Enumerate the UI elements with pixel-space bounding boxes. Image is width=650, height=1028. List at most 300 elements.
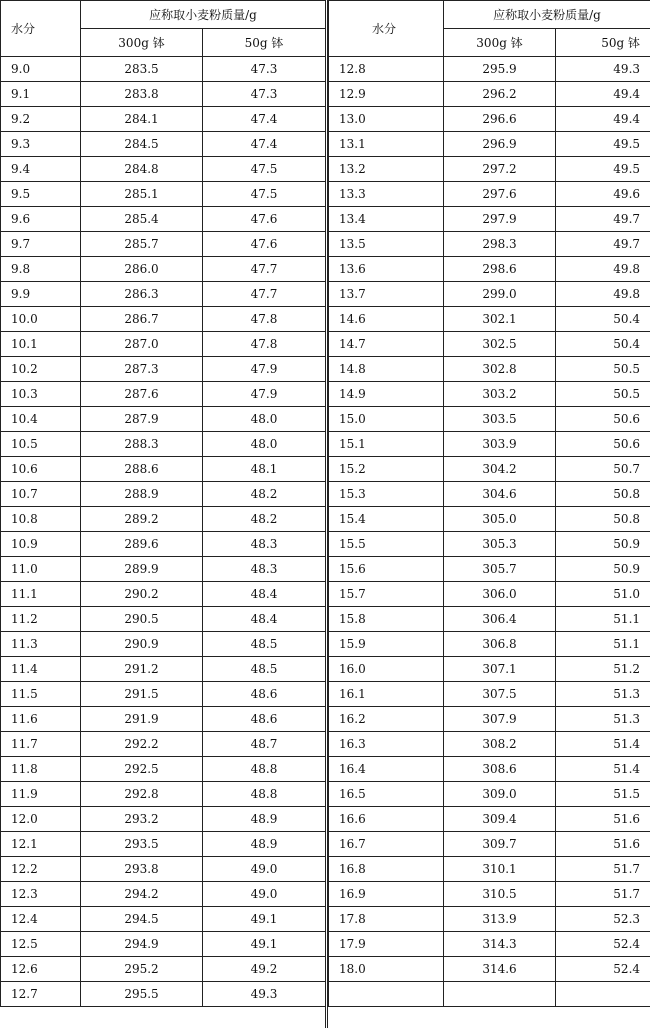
mass-300g-cell: 302.5 [444,332,556,357]
mass-50g-cell: 47.4 [203,132,326,157]
moisture-cell: 15.7 [329,582,444,607]
mass-50g-cell: 47.8 [203,332,326,357]
mass-300g-cell: 296.2 [444,82,556,107]
table-row [329,157,650,182]
table-row [329,907,650,932]
mass-50g-cell: 50.5 [556,357,650,382]
mass-300g-cell: 297.6 [444,182,556,207]
table-row [1,832,326,857]
moisture-cell: 15.6 [329,557,444,582]
moisture-cell: 11.8 [1,757,81,782]
mass-50g-cell: 49.1 [203,932,326,957]
table-row [329,307,650,332]
table-row [329,207,650,232]
moisture-cell: 9.2 [1,107,81,132]
mass-50g-cell: 49.4 [556,107,650,132]
table-row [1,257,326,282]
table-row [329,857,650,882]
table-row [329,332,650,357]
table-row [1,407,326,432]
moisture-cell: 11.0 [1,557,81,582]
mass-50g-cell: 49.3 [556,57,650,82]
moisture-cell: 18.0 [329,957,444,982]
table-row [329,782,650,807]
mass-50g-cell: 47.9 [203,357,326,382]
table-row [1,807,326,832]
mass-50g-cell: 47.3 [203,82,326,107]
table-row [329,507,650,532]
mass-300g-cell: 290.5 [81,607,203,632]
mass-300g-cell: 288.9 [81,482,203,507]
moisture-cell: 10.7 [1,482,81,507]
table-right-half [328,0,650,1007]
mass-50g-cell: 50.5 [556,382,650,407]
mass-50g-cell: 48.3 [203,532,326,557]
mass-300g-cell: 285.4 [81,207,203,232]
table-row [1,82,326,107]
table-row [329,607,650,632]
mass-300g-cell: 295.5 [81,982,203,1007]
moisture-cell: 16.4 [329,757,444,782]
table-row [329,882,650,907]
moisture-cell: 10.8 [1,507,81,532]
moisture-cell: 9.0 [1,57,81,82]
mass-300g-cell: 285.7 [81,232,203,257]
mass-300g-cell: 303.2 [444,382,556,407]
mass-300g-cell: 309.4 [444,807,556,832]
mass-300g-cell: 292.2 [81,732,203,757]
table-row [1,232,326,257]
mass-300g-cell: 294.2 [81,882,203,907]
mass-300g-cell: 291.2 [81,657,203,682]
table-row [1,882,326,907]
mass-50g-cell: 48.4 [203,582,326,607]
table-row [329,82,650,107]
table-row [1,707,326,732]
moisture-cell: 10.9 [1,532,81,557]
mass-50g-cell: 49.5 [556,157,650,182]
mass-300g-cell: 299.0 [444,282,556,307]
moisture-cell: 9.6 [1,207,81,232]
table-row [329,532,650,557]
mass-300g-cell: 305.3 [444,532,556,557]
table-body-left [1,57,326,1007]
mass-50g-cell: 50.6 [556,432,650,457]
mass-300g-cell: 287.9 [81,407,203,432]
table-row [1,657,326,682]
moisture-cell: 12.8 [329,57,444,82]
mass-50g-cell: 49.6 [556,182,650,207]
mass-50g-cell: 48.7 [203,732,326,757]
mass-50g-cell: 48.2 [203,482,326,507]
mass-300g-cell: 307.1 [444,657,556,682]
table-row [1,482,326,507]
table-row [329,482,650,507]
moisture-cell: 12.2 [1,857,81,882]
mass-300g-cell: 295.2 [81,957,203,982]
moisture-cell: 10.6 [1,457,81,482]
table-row [329,957,650,982]
moisture-cell: 12.4 [1,907,81,932]
header-50g: 50g 钵 [556,29,650,57]
table-row [329,257,650,282]
table-row [1,357,326,382]
moisture-cell: 12.1 [1,832,81,857]
moisture-cell: 11.2 [1,607,81,632]
mass-50g-cell: 51.7 [556,882,650,907]
mass-300g-cell: 294.9 [81,932,203,957]
moisture-cell: 15.4 [329,507,444,532]
mass-300g-cell: 293.8 [81,857,203,882]
mass-50g-cell: 48.0 [203,432,326,457]
mass-300g-cell: 293.2 [81,807,203,832]
mass-300g-cell: 302.8 [444,357,556,382]
moisture-cell: 16.1 [329,682,444,707]
table-row [1,332,326,357]
moisture-cell: 11.9 [1,782,81,807]
mass-50g-cell: 50.8 [556,482,650,507]
moisture-cell: 11.3 [1,632,81,657]
table-row [329,107,650,132]
table-left-half [0,0,326,1007]
table-row [1,857,326,882]
mass-300g-cell: 292.8 [81,782,203,807]
mass-300g-cell: 290.9 [81,632,203,657]
table-row [329,382,650,407]
mass-50g-cell: 48.8 [203,782,326,807]
mass-50g-cell: 48.9 [203,832,326,857]
table-row [1,607,326,632]
moisture-cell: 9.7 [1,232,81,257]
table-row [329,832,650,857]
mass-300g-cell: 284.8 [81,157,203,182]
moisture-cell: 12.7 [1,982,81,1007]
mass-50g-cell: 47.5 [203,182,326,207]
mass-50g-cell: 47.7 [203,257,326,282]
mass-300g-cell: 310.5 [444,882,556,907]
mass-300g-cell: 314.3 [444,932,556,957]
moisture-cell: 16.5 [329,782,444,807]
table-row [1,757,326,782]
mass-300g-cell: 305.0 [444,507,556,532]
moisture-cell: 16.7 [329,832,444,857]
mass-300g-cell: 286.0 [81,257,203,282]
mass-50g-cell: 49.3 [203,982,326,1007]
mass-50g-cell: 49.0 [203,857,326,882]
mass-50g-cell: 48.6 [203,682,326,707]
table-row [1,782,326,807]
mass-300g-cell: 289.6 [81,532,203,557]
table-row [329,232,650,257]
mass-300g-cell: 289.9 [81,557,203,582]
mass-300g-cell: 303.5 [444,407,556,432]
table-row [329,657,650,682]
mass-50g-cell: 48.0 [203,407,326,432]
mass-300g-cell: 313.9 [444,907,556,932]
moisture-cell: 15.0 [329,407,444,432]
mass-50g-cell: 47.5 [203,157,326,182]
mass-50g-cell: 51.4 [556,732,650,757]
mass-300g-cell: 304.2 [444,457,556,482]
table-row [329,282,650,307]
mass-50g-cell: 48.5 [203,632,326,657]
mass-50g-cell: 50.8 [556,507,650,532]
moisture-cell: 16.3 [329,732,444,757]
table-row [1,732,326,757]
header-300g: 300g 钵 [81,29,203,57]
mass-50g-cell: 51.6 [556,807,650,832]
header-300g: 300g 钵 [444,29,556,57]
mass-300g-cell: 287.0 [81,332,203,357]
table-row [329,632,650,657]
table-row [1,132,326,157]
table-row [1,382,326,407]
mass-300g-cell [444,982,556,1007]
table-row [329,432,650,457]
moisture-cell: 15.5 [329,532,444,557]
moisture-cell: 10.0 [1,307,81,332]
mass-50g-cell: 48.1 [203,457,326,482]
header-moisture: 水分 [329,1,444,57]
table-body-right [329,57,650,1007]
mass-300g-cell: 283.8 [81,82,203,107]
mass-300g-cell: 308.6 [444,757,556,782]
mass-300g-cell: 294.5 [81,907,203,932]
moisture-cell: 11.5 [1,682,81,707]
moisture-cell [329,982,444,1007]
moisture-cell: 12.5 [1,932,81,957]
moisture-cell: 16.0 [329,657,444,682]
mass-50g-cell: 51.7 [556,857,650,882]
table-row [329,132,650,157]
mass-50g-cell: 47.7 [203,282,326,307]
table-row [1,557,326,582]
mass-50g-cell: 48.4 [203,607,326,632]
moisture-cell: 15.2 [329,457,444,482]
moisture-cell: 12.3 [1,882,81,907]
mass-300g-cell: 305.7 [444,557,556,582]
table-row [1,457,326,482]
mass-300g-cell: 310.1 [444,857,556,882]
mass-50g-cell: 50.4 [556,307,650,332]
mass-300g-cell: 298.3 [444,232,556,257]
table-row [1,957,326,982]
moisture-cell: 13.1 [329,132,444,157]
moisture-cell: 14.7 [329,332,444,357]
table-row [1,907,326,932]
table-row [1,207,326,232]
mass-300g-cell: 291.5 [81,682,203,707]
table-row [329,357,650,382]
mass-300g-cell: 298.6 [444,257,556,282]
mass-50g-cell: 47.6 [203,232,326,257]
mass-50g-cell: 47.8 [203,307,326,332]
moisture-cell: 9.9 [1,282,81,307]
mass-50g-cell: 49.2 [203,957,326,982]
moisture-cell: 9.8 [1,257,81,282]
mass-50g-cell: 47.9 [203,382,326,407]
mass-300g-cell: 287.6 [81,382,203,407]
header-group: 应称取小麦粉质量/g [81,1,326,29]
mass-300g-cell: 286.7 [81,307,203,332]
header-moisture: 水分 [1,1,81,57]
moisture-cell: 14.9 [329,382,444,407]
mass-300g-cell: 291.9 [81,707,203,732]
header-group: 应称取小麦粉质量/g [444,1,650,29]
mass-50g-cell: 50.7 [556,457,650,482]
mass-300g-cell: 296.6 [444,107,556,132]
mass-300g-cell: 296.9 [444,132,556,157]
mass-300g-cell: 288.6 [81,457,203,482]
moisture-cell: 14.6 [329,307,444,332]
moisture-cell: 13.7 [329,282,444,307]
mass-50g-cell: 51.1 [556,607,650,632]
mass-300g-cell: 314.6 [444,957,556,982]
mass-300g-cell: 304.6 [444,482,556,507]
mass-300g-cell: 302.1 [444,307,556,332]
mass-50g-cell: 48.3 [203,557,326,582]
table-row [329,182,650,207]
mass-50g-cell: 51.0 [556,582,650,607]
moisture-cell: 11.4 [1,657,81,682]
mass-50g-cell: 50.4 [556,332,650,357]
mass-50g-cell: 49.4 [556,82,650,107]
moisture-cell: 16.6 [329,807,444,832]
moisture-cell: 13.0 [329,107,444,132]
mass-50g-cell: 49.7 [556,232,650,257]
table-row [1,182,326,207]
moisture-cell: 10.1 [1,332,81,357]
mass-300g-cell: 290.2 [81,582,203,607]
mass-300g-cell: 309.7 [444,832,556,857]
mass-50g-cell: 51.3 [556,682,650,707]
table-row [329,807,650,832]
moisture-cell: 16.8 [329,857,444,882]
mass-300g-cell: 297.2 [444,157,556,182]
mass-50g-cell: 48.6 [203,707,326,732]
moisture-cell: 13.5 [329,232,444,257]
header-50g: 50g 钵 [203,29,326,57]
moisture-cell: 17.9 [329,932,444,957]
table-row [329,57,650,82]
moisture-cell: 9.4 [1,157,81,182]
moisture-cell: 17.8 [329,907,444,932]
mass-50g-cell: 51.5 [556,782,650,807]
moisture-cell: 15.9 [329,632,444,657]
table-row [1,507,326,532]
mass-50g-cell: 51.2 [556,657,650,682]
table-row [1,932,326,957]
moisture-cell: 13.4 [329,207,444,232]
moisture-cell: 15.8 [329,607,444,632]
mass-50g-cell: 51.1 [556,632,650,657]
moisture-cell: 9.3 [1,132,81,157]
mass-50g-cell: 48.8 [203,757,326,782]
table-row [1,107,326,132]
moisture-cell: 10.5 [1,432,81,457]
mass-300g-cell: 303.9 [444,432,556,457]
moisture-cell: 11.6 [1,707,81,732]
mass-50g-cell: 47.3 [203,57,326,82]
mass-300g-cell: 284.5 [81,132,203,157]
mass-50g-cell: 52.4 [556,932,650,957]
table-row [329,982,650,1007]
table-row [329,457,650,482]
mass-300g-cell: 288.3 [81,432,203,457]
moisture-cell: 12.6 [1,957,81,982]
mass-300g-cell: 309.0 [444,782,556,807]
table-row [1,632,326,657]
mass-50g-cell: 49.8 [556,257,650,282]
mass-300g-cell: 283.5 [81,57,203,82]
mass-300g-cell: 297.9 [444,207,556,232]
mass-50g-cell: 48.9 [203,807,326,832]
moisture-cell: 13.6 [329,257,444,282]
mass-300g-cell: 287.3 [81,357,203,382]
table-row [329,582,650,607]
moisture-cell: 11.1 [1,582,81,607]
moisture-cell: 12.0 [1,807,81,832]
mass-300g-cell: 307.9 [444,707,556,732]
moisture-cell: 12.9 [329,82,444,107]
mass-50g-cell: 49.8 [556,282,650,307]
mass-50g-cell: 49.5 [556,132,650,157]
mass-50g-cell: 49.0 [203,882,326,907]
moisture-cell: 9.5 [1,182,81,207]
mass-300g-cell: 285.1 [81,182,203,207]
mass-50g-cell: 47.6 [203,207,326,232]
moisture-cell: 9.1 [1,82,81,107]
mass-300g-cell: 293.5 [81,832,203,857]
table-row [1,432,326,457]
table-row [329,407,650,432]
mass-300g-cell: 306.8 [444,632,556,657]
table-row [1,982,326,1007]
mass-50g-cell: 49.1 [203,907,326,932]
table-row [1,157,326,182]
table-row [329,757,650,782]
mass-50g-cell: 50.6 [556,407,650,432]
table-row [1,282,326,307]
mass-300g-cell: 292.5 [81,757,203,782]
table-row [329,932,650,957]
moisture-cell: 10.4 [1,407,81,432]
moisture-cell: 15.1 [329,432,444,457]
mass-300g-cell: 284.1 [81,107,203,132]
table-row [329,682,650,707]
moisture-cell: 13.3 [329,182,444,207]
moisture-cell: 11.7 [1,732,81,757]
table-row [1,532,326,557]
mass-50g-cell: 50.9 [556,557,650,582]
mass-50g-cell: 51.6 [556,832,650,857]
moisture-cell: 10.2 [1,357,81,382]
moisture-cell: 16.2 [329,707,444,732]
mass-300g-cell: 306.0 [444,582,556,607]
mass-50g-cell: 50.9 [556,532,650,557]
mass-300g-cell: 295.9 [444,57,556,82]
mass-50g-cell [556,982,650,1007]
mass-50g-cell: 49.7 [556,207,650,232]
moisture-cell: 15.3 [329,482,444,507]
mass-300g-cell: 289.2 [81,507,203,532]
mass-50g-cell: 51.3 [556,707,650,732]
mass-300g-cell: 307.5 [444,682,556,707]
table-row [329,557,650,582]
table-row [1,307,326,332]
mass-50g-cell: 52.4 [556,957,650,982]
table-row [1,682,326,707]
